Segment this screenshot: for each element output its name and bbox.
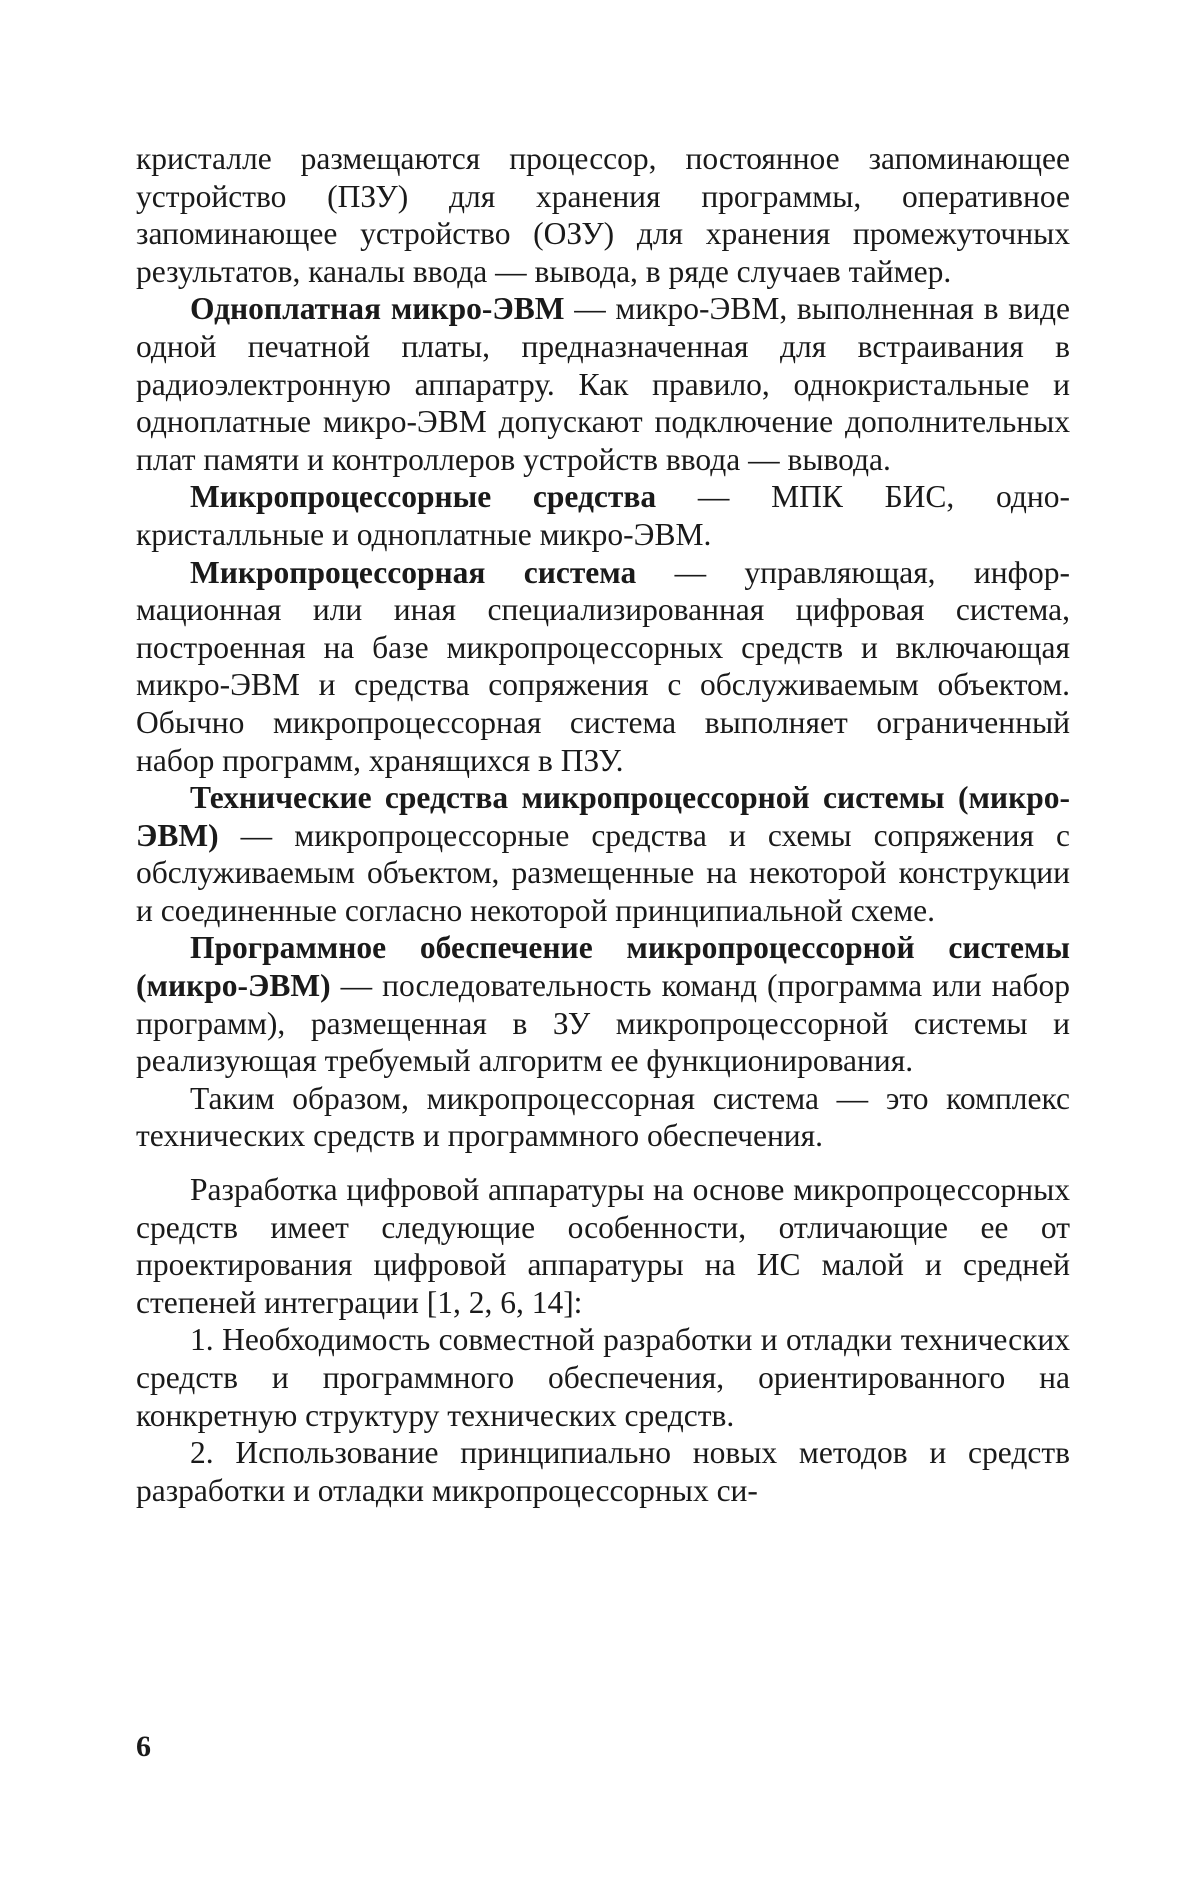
paragraph-text: — МПК БИС, однокристалльные и одноплатные микро-ЭВМ. <box>136 479 1071 552</box>
paragraph-software <box>136 929 1070 1079</box>
paragraph-summary <box>136 1080 1070 1155</box>
paragraph-term: Технические средства микропроцессорной системы (микро-ЭВМ) <box>136 780 1070 853</box>
paragraph-text: — управляющая, информационная или иная специализированная цифровая система, построенная на базе микропроцессорных средств и включающая микро-ЭВМ и средства сопряжения с обслуживаемым объектом. Обычно микропроцессорная система выполняет ограниченный набор программ, хранящихся в ПЗУ. <box>136 554 1070 778</box>
paragraph-single-board-microcomputer <box>136 290 1070 478</box>
paragraph-technical-means <box>136 779 1070 929</box>
page-body <box>136 140 1070 1860</box>
paragraph-text: — микропроцессорные средства и схемы сопряжения с обслуживаемым объектом, размещенные на некоторой конструкции и соединенные согласно некоторой принципиальной схеме. <box>136 817 1070 928</box>
paragraph-microprocessor-system <box>136 554 1070 780</box>
paragraph-text: — микро-ЭВМ, выполненная в виде одной печатной платы, предназначенная для встраивания в радиоэлектронную аппаратру. Как правило, однокристальные и одноплатные микро-ЭВМ допускают подключение дополнительных плат памяти и контроллеров устройств ввода — вывода. <box>136 291 1070 477</box>
paragraph-term: Микропроцессорная система <box>190 554 637 590</box>
paragraph-list-item-1 <box>136 1321 1070 1434</box>
paragraph-text: 1. Необходимость совместной разработки и отладки технических средств и программного обеспечения, ориентированного на конкретную структуру технических средств. <box>136 1322 1070 1433</box>
paragraph-term: Одноплатная микро-ЭВМ <box>190 291 565 327</box>
paragraph-text: 2. Использование принципиально новых методов и средств разработки и отладки микропроцессорных си- <box>136 1435 1070 1508</box>
paragraph-microprocessor-means <box>136 478 1070 553</box>
paragraph-term: Микропроцессорные средства <box>190 479 657 515</box>
paragraph-continuation <box>136 140 1070 290</box>
paragraph-term: Программное обеспечение микропроцессорной системы (микро-ЭВМ) <box>136 930 1070 1004</box>
paragraph-development-features <box>136 1171 1070 1321</box>
paragraph-text: — последовательность команд (программа или набор программ), размещенная в ЗУ микропроцессорной системы и реализующая требуемый алгоритм ее функционирования. <box>136 968 1070 1079</box>
paragraph-list-item-2 <box>136 1434 1070 1509</box>
paragraph-text: кристалле размещаются процессор, постоянное запоминающее устройство (ПЗУ) для хранения программы, оперативное запоминающее устройство (ОЗУ) для хранения промежуточных результатов, каналы ввода — вывода, в ряде случаев таймер. <box>136 141 1070 289</box>
page-number: 6 <box>136 1730 151 1763</box>
paragraph-text: Таким образом, микропроцессорная система — это комплекс технических средств и программного обеспечения. <box>136 1080 1070 1154</box>
paragraph-text: Разработка цифровой аппаратуры на основе микропроцессорных средств имеет следующие особенности, отличающие ее от проектирования цифровой аппаратуры на ИС малой и средней степеней интеграции [1, 2, 6, 14]: <box>136 1172 1070 1320</box>
